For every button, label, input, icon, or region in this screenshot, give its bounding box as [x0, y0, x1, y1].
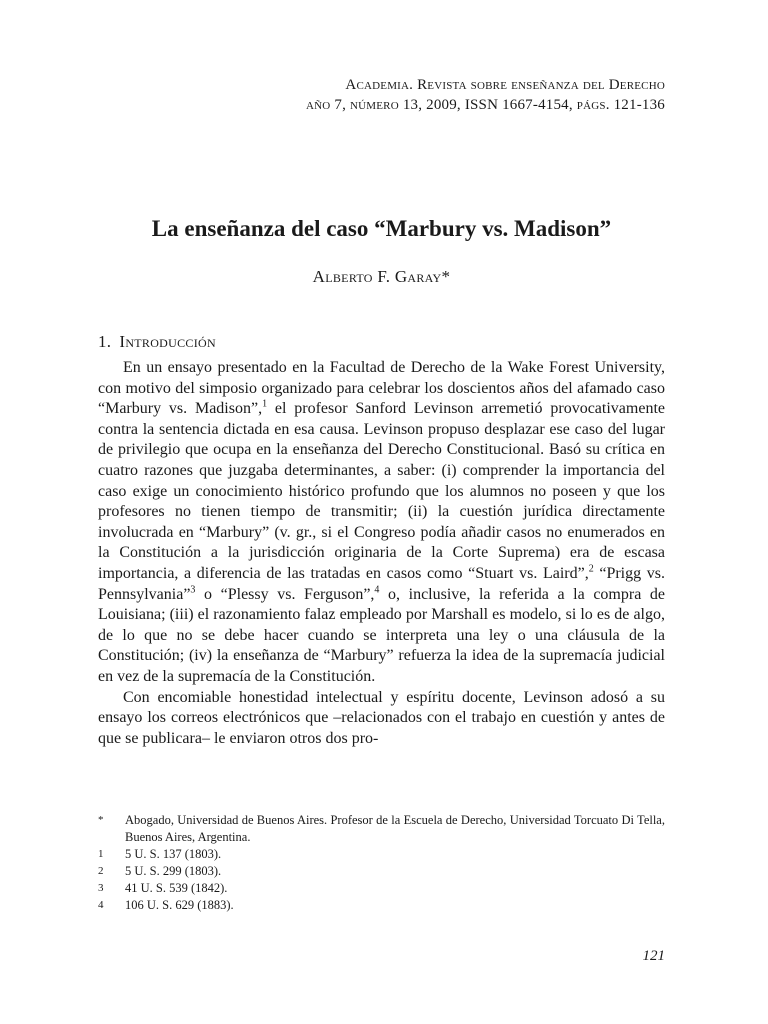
- page-number: 121: [642, 948, 665, 964]
- footnote-text: 41 U. S. 539 (1842).: [125, 881, 228, 895]
- journal-subtitle: Revista sobre enseñanza del Derecho: [417, 77, 665, 93]
- paragraph-1: [98, 358, 665, 688]
- footnote-text: 5 U. S. 137 (1803).: [125, 847, 222, 861]
- author-footnote-mark: *: [441, 267, 451, 286]
- journal-details: año 7, número 13, 2009, ISSN 1667-4154, págs. 121-136: [306, 97, 665, 113]
- paragraph-1-part-d: o “Plessy vs. Ferguson”,: [195, 585, 375, 603]
- journal-title-line: [306, 75, 665, 95]
- footnote-ref-2[interactable]: 2: [588, 563, 594, 575]
- footnote-mark: 2: [98, 865, 104, 877]
- footnote-item: [98, 846, 665, 863]
- footnote-mark: 3: [98, 882, 104, 894]
- paragraph-2: Con encomiable honestidad intelectual y espíritu docente, Levinson adosó a su ensayo los correos electrónicos que –relacionados con el trabajo en cuestión y antes de que se publicara– le enviaron otros dos pro-: [98, 688, 665, 747]
- article-body: [98, 358, 665, 749]
- footnote-mark: 1: [98, 848, 104, 860]
- footnote-item: [98, 863, 665, 880]
- footnote-ref-4[interactable]: 4: [374, 584, 380, 596]
- footnote-mark: *: [98, 814, 104, 826]
- journal-header: [306, 75, 665, 115]
- section-number: 1.: [98, 332, 112, 351]
- journal-page: [98, 0, 665, 1024]
- footnote-text: Abogado, Universidad de Buenos Aires. Profesor de la Escuela de Derecho, Universidad Torcuato Di Tella, Buenos Aires, Argentina.: [125, 813, 665, 844]
- footnotes: [98, 812, 665, 914]
- footnote-mark: 4: [98, 899, 104, 911]
- footnote-ref-3[interactable]: 3: [190, 584, 196, 596]
- paragraph-1-part-b: el profesor Sanford Levinson arremetió provocativamente contra la sentencia dictada en esa causa. Levinson propuso desplazar ese caso del lugar de privilegio que ocupa en la enseñanza del Derecho Constitucional. Basó su crítica en cuatro razones que juzgaba determinantes, a saber: (i) comprender la importancia del caso exige un conocimiento histórico profundo que los alumnos no poseen y que los profesores no tienen tiempo de transmitir; (ii) la cuestión jurídica directamente involucrada en “Marbury” (v. gr., si el Congreso podía añadir casos no enumerados en la Constitución a la jurisdicción originaria de la Corte Suprema) era de escasa importancia, a diferencia de las tratadas en casos como “Stuart vs. Laird”,: [98, 400, 665, 582]
- footnote-text: 5 U. S. 299 (1803).: [125, 864, 222, 878]
- footnote-ref-1[interactable]: 1: [262, 398, 268, 410]
- paragraph-1-part-e: o, inclusive, la referida a la compra de Louisiana; (iii) el razonamiento falaz empleado por Marshall es modelo, si lo es de algo, de lo que no se debe hacer cuando se interpreta una ley o una cláusula de la Constitución; (iv) la enseñanza de “Marbury” refuerza la idea de la supremacía judicial en vez de la supremacía de la Constitución.: [98, 585, 665, 685]
- footnote-item: [98, 897, 665, 914]
- paragraph-1-part-c: “Prigg vs. Pennsylvania”: [98, 564, 665, 603]
- paragraph-1-part-a: En un ensayo presentado en la Facultad de Derecho de la Wake Forest University, con motivo del simposio organizado para celebrar los doscientos años del afamado caso “Marbury vs. Madison”,: [98, 359, 665, 418]
- footnote-item: [98, 812, 665, 846]
- footnote-item: [98, 880, 665, 897]
- journal-name: Academia.: [345, 77, 414, 93]
- section-title: Introducción: [119, 332, 216, 351]
- article-title: La enseñanza del caso “Marbury vs. Madison”: [151, 216, 612, 241]
- article-author: Alberto F. Garay: [312, 267, 442, 286]
- section-heading: [98, 332, 216, 352]
- footnote-text: 106 U. S. 629 (1883).: [125, 898, 234, 912]
- article-author-line: [98, 267, 665, 287]
